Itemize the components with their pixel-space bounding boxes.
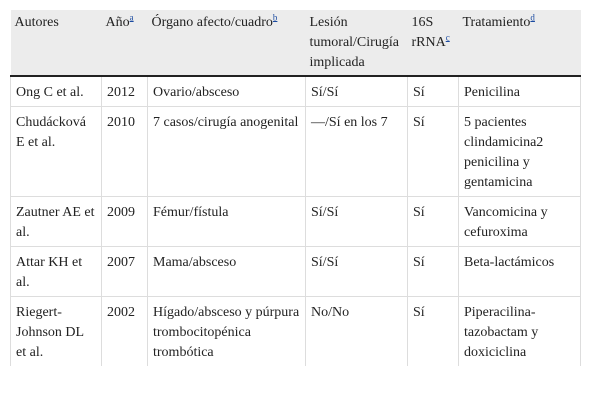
footnote-link-b[interactable]: b xyxy=(272,12,278,23)
cell-anio: 2007 xyxy=(102,247,148,297)
cell-autores: Zautner AE et al. xyxy=(11,197,102,247)
cell-lesion: Sí/Sí xyxy=(306,197,408,247)
cell-autores: Attar KH et al. xyxy=(11,247,102,297)
table-row xyxy=(11,247,581,297)
cell-organo: Mama/absceso xyxy=(148,247,306,297)
cell-organo: 7 casos/cirugía anogenital xyxy=(148,107,306,197)
cell-rrna: Sí xyxy=(408,297,459,367)
cell-rrna: Sí xyxy=(408,197,459,247)
cell-autores: Riegert-Johnson DL et al. xyxy=(11,297,102,367)
header-organo-label: Órgano afecto/cuadro xyxy=(151,15,273,30)
cell-lesion: —/Sí en los 7 xyxy=(306,107,408,197)
cell-rrna: Sí xyxy=(408,76,459,107)
footnote-link-a[interactable]: a xyxy=(129,12,134,23)
cell-lesion: Sí/Sí xyxy=(306,247,408,297)
cell-tratamiento: Penicilina xyxy=(459,76,581,107)
cell-anio: 2009 xyxy=(102,197,148,247)
header-rrna-line1: 16S xyxy=(411,15,434,30)
cell-anio: 2010 xyxy=(102,107,148,197)
cell-anio: 2002 xyxy=(102,297,148,367)
header-lesion-label: Lesión tumoral/Cirugía implicada xyxy=(309,15,399,70)
footnote-link-c[interactable]: c xyxy=(445,32,450,43)
cell-rrna: Sí xyxy=(408,247,459,297)
header-lesion xyxy=(306,10,408,76)
header-tratamiento xyxy=(459,10,581,76)
header-autores xyxy=(11,10,102,76)
cell-lesion: No/No xyxy=(306,297,408,367)
cell-tratamiento: Piperacilina-tazobactam y doxiciclina xyxy=(459,297,581,367)
header-organo xyxy=(148,10,306,76)
table-row xyxy=(11,297,581,367)
table-row xyxy=(11,76,581,107)
header-anio xyxy=(102,10,148,76)
header-tratamiento-label: Tratamiento xyxy=(462,15,531,30)
cell-autores: Ong C et al. xyxy=(11,76,102,107)
cell-autores: Chudácková E et al. xyxy=(11,107,102,197)
table-row xyxy=(11,197,581,247)
cell-organo: Ovario/absceso xyxy=(148,76,306,107)
cell-tratamiento: Vancomicina y cefuroxima xyxy=(459,197,581,247)
cell-organo: Hígado/absceso y púrpura trombocitopénica trombótica xyxy=(148,297,306,367)
cases-table-container xyxy=(10,10,580,366)
table-row xyxy=(11,107,581,197)
header-anio-label: Año xyxy=(105,15,130,30)
cell-organo: Fémur/fístula xyxy=(148,197,306,247)
header-autores-label: Autores xyxy=(14,15,59,30)
cell-rrna: Sí xyxy=(408,107,459,197)
cell-anio: 2012 xyxy=(102,76,148,107)
cell-tratamiento: Beta-lactámicos xyxy=(459,247,581,297)
cell-tratamiento: 5 pacientes clindamicina2 penicilina y gentamicina xyxy=(459,107,581,197)
table-header-row xyxy=(11,10,581,76)
cell-lesion: Sí/Sí xyxy=(306,76,408,107)
header-rrna xyxy=(408,10,459,76)
header-rrna-line2: rRNA xyxy=(411,35,446,50)
cases-table xyxy=(10,10,581,366)
footnote-link-d[interactable]: d xyxy=(530,12,535,23)
